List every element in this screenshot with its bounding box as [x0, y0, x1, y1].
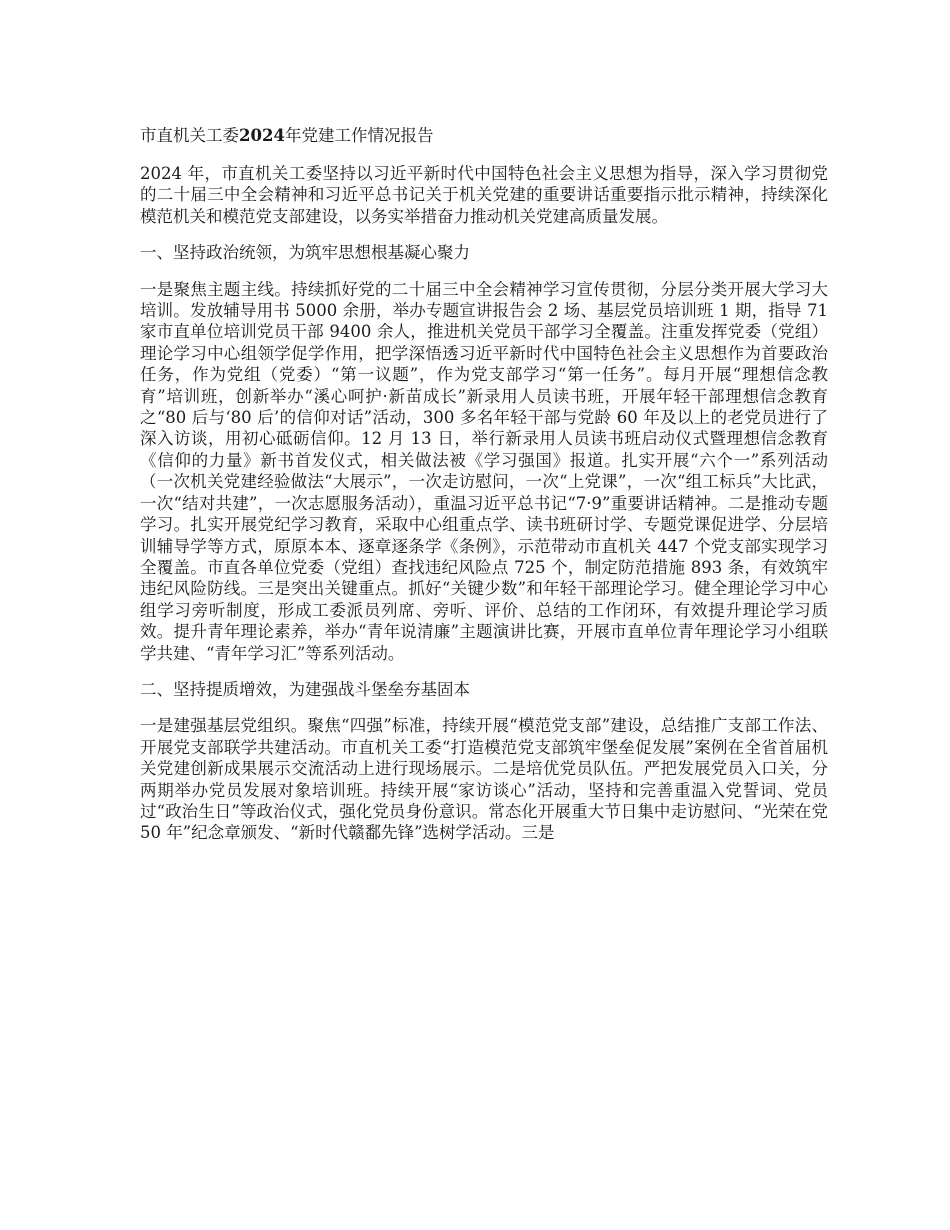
title-suffix: 年党建工作情况报告 — [284, 126, 434, 145]
section-2-body: 一是建强基层党组织。聚焦“四强”标准，持续开展“模范党支部”建设，总结推广支部工作法、开展党支部联学共建活动。市直机关工委“打造模范党支部筑牢堡垒促发展”案例在全省首届机关党建创新成果展示交流活动上进行现场展示。二是培优党员队伍。严把发展党员入口关，分两期举办党员发展对象培训班。持续开展“家访谈心”活动，坚持和完善重温入党誓词、党员过“政治生日”等政治仪式，强化党员身份意识。常态化开展重大节日集中走访慰问、“光荣在党 50 年”纪念章颁发、“新时代赣鄱先锋”选树学活动。三是 — [140, 716, 828, 843]
document-page — [140, 124, 828, 859]
document-title — [140, 124, 828, 148]
section-1-heading: 一、坚持政治统领，为筑牢思想根基凝心聚力 — [140, 243, 470, 263]
section-2-heading: 二、坚持提质增效，为建强战斗堡垒夯基固本 — [140, 679, 470, 699]
intro-paragraph: 2024 年，市直机关工委坚持以习近平新时代中国特色社会主义思想为指导，深入学习贯彻党的二十届三中全会精神和习近平总书记关于机关党建的重要讲话重要指示批示精神，持续深化模范机关和模范党支部建设，以务实举措奋力推动机关党建高质量发展。 — [140, 164, 828, 226]
section-1-body: 一是聚焦主题主线。持续抓好党的二十届三中全会精神学习宣传贯彻，分层分类开展大学习大培训。发放辅导用书 5000 余册，举办专题宣讲报告会 2 场、基层党员培训班 1 期，指导 71 家市直单位培训党员干部 9400 余人，推进机关党员干部学习全覆盖。注重发挥党委（党组）理论学习中心组领学促学作用，把学深悟透习近平新时代中国特色社会主义思想作为首要政治任务，作为党组（党委）“第一议题”，作为党支部学习“第一任务”。每月开展“理想信念教育”培训班，创新举办“溪心呵护·新苗成长”新录用人员读书班，开展年轻干部理想信念教育之“80 后与‘80 后’的信仰对话”活动，300 多名年轻干部与党龄 60 年及以上的老党员进行了深入访谈，用初心砥砺信仰。12 月 13 日，举行新录用人员读书班启动仪式暨理想信念教育《信仰的力量》新书首发仪式，相关做法被《学习强国》报道。扎实开展“六个一”系列活动（一次机关党建经验做法“大展示”，一次走访慰问，一次“上党课”，一次“组工标兵”大比武，一次“结对共建”，一次志愿服务活动），重温习近平总书记“7·9”重要讲话精神。二是推动专题学习。扎实开展党纪学习教育，采取中心组重点学、读书班研讨学、专题党课促进学、分层培训辅导学等方式，原原本本、逐章逐条学《条例》，示范带动市直机关 447 个党支部实现学习全覆盖。市直各单位党委（党组）查找违纪风险点 725 个，制定防范措施 893 条，有效筑牢违纪风险防线。三是突出关键重点。抓好“关键少数”和年轻干部理论学习。健全理论学习中心组学习旁听制度，形成工委派员列席、旁听、评价、总结的工作闭环，有效提升理论学习质效。提升青年理论素养，举办“青年说清廉”主题演讲比赛，开展市直单位青年理论学习小组联学共建、“青年学习汇”等系列活动。 — [140, 279, 828, 663]
title-prefix: 市直机关工委 — [140, 126, 239, 145]
title-year: 2024 — [239, 126, 285, 145]
